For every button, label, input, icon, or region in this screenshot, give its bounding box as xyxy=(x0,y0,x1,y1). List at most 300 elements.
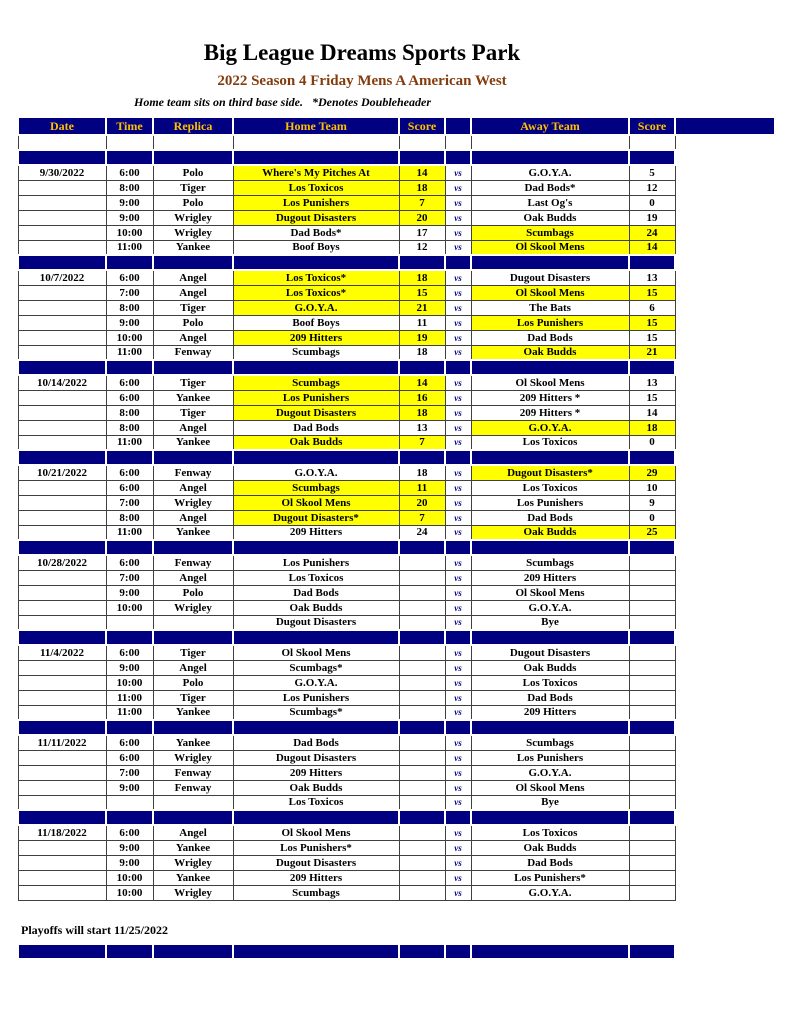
home-score-cell: 13 xyxy=(399,420,445,435)
date-cell xyxy=(18,840,106,855)
home-team-cell: G.O.Y.A. xyxy=(233,300,399,315)
home-team-cell: Dad Bods* xyxy=(233,225,399,240)
replica-cell: Angel xyxy=(153,660,233,675)
game-row xyxy=(18,225,775,240)
date-cell xyxy=(18,480,106,495)
vs-label: vs xyxy=(445,855,471,870)
home-score-cell: 11 xyxy=(399,315,445,330)
separator-cell xyxy=(106,255,153,270)
separator-cell xyxy=(18,720,106,735)
vs-label: vs xyxy=(445,510,471,525)
vs-label: vs xyxy=(445,300,471,315)
separator-cell xyxy=(399,540,445,555)
home-team-cell: Dad Bods xyxy=(233,585,399,600)
time-cell: 7:00 xyxy=(106,765,153,780)
date-cell xyxy=(18,495,106,510)
home-team-cell: 209 Hitters xyxy=(233,525,399,540)
home-score-cell: 14 xyxy=(399,375,445,390)
replica-cell: Fenway xyxy=(153,555,233,570)
time-cell: 9:00 xyxy=(106,195,153,210)
away-score-cell: 15 xyxy=(629,285,675,300)
replica-cell: Polo xyxy=(153,165,233,180)
away-score-cell: 24 xyxy=(629,225,675,240)
ghost-cell xyxy=(675,465,775,480)
separator-cell xyxy=(471,810,629,825)
vs-label: vs xyxy=(445,615,471,630)
date-cell xyxy=(18,750,106,765)
vs-label: vs xyxy=(445,435,471,450)
home-team-cell: Dugout Disasters xyxy=(233,855,399,870)
date-cell: 9/30/2022 xyxy=(18,165,106,180)
away-score-cell: 0 xyxy=(629,195,675,210)
time-cell: 9:00 xyxy=(106,210,153,225)
vs-label: vs xyxy=(445,735,471,750)
home-team-cell: Los Toxicos xyxy=(233,795,399,810)
home-score-cell: 24 xyxy=(399,525,445,540)
ghost-cell xyxy=(675,885,775,900)
time-cell: 6:00 xyxy=(106,750,153,765)
game-row xyxy=(18,480,775,495)
ghost-cell xyxy=(675,750,775,765)
col-header-home-team: Home Team xyxy=(233,117,399,135)
ghost-cell xyxy=(675,705,775,720)
date-separator-row xyxy=(18,540,775,555)
separator-cell xyxy=(18,450,106,465)
separator-cell xyxy=(399,630,445,645)
date-cell xyxy=(18,690,106,705)
separator-cell xyxy=(399,810,445,825)
date-cell xyxy=(18,705,106,720)
home-team-cell: Boof Boys xyxy=(233,240,399,255)
col-header-date: Date xyxy=(18,117,106,135)
page-heading xyxy=(12,40,712,110)
home-score-cell xyxy=(399,840,445,855)
time-cell: 6:00 xyxy=(106,165,153,180)
home-team-cell: Scumbags xyxy=(233,885,399,900)
separator-cell xyxy=(233,255,399,270)
spacer-row xyxy=(18,900,775,920)
home-score-cell xyxy=(399,795,445,810)
separator-cell xyxy=(153,540,233,555)
blank-cell xyxy=(629,135,675,150)
playoffs-note: Playoffs will start 11/25/2022 xyxy=(21,923,168,937)
home-team-cell: Dugout Disasters xyxy=(233,210,399,225)
home-score-cell: 18 xyxy=(399,405,445,420)
away-score-cell: 0 xyxy=(629,435,675,450)
vs-label: vs xyxy=(445,285,471,300)
replica-cell: Fenway xyxy=(153,765,233,780)
away-team-cell: Los Toxicos xyxy=(471,480,629,495)
away-score-cell: 21 xyxy=(629,345,675,360)
away-score-cell: 15 xyxy=(629,390,675,405)
game-row xyxy=(18,420,775,435)
time-cell: 11:00 xyxy=(106,240,153,255)
home-team-cell: Ol Skool Mens xyxy=(233,495,399,510)
date-cell xyxy=(18,855,106,870)
time-cell xyxy=(106,795,153,810)
page-title: Big League Dreams Sports Park xyxy=(203,40,521,65)
ghost-cell xyxy=(675,765,775,780)
away-score-cell xyxy=(629,825,675,840)
home-score-cell: 21 xyxy=(399,300,445,315)
separator-cell xyxy=(18,630,106,645)
away-team-cell: Ol Skool Mens xyxy=(471,585,629,600)
time-cell: 10:00 xyxy=(106,885,153,900)
date-cell xyxy=(18,405,106,420)
ghost-cell xyxy=(675,360,775,375)
time-cell: 6:00 xyxy=(106,645,153,660)
away-team-cell: 209 Hitters xyxy=(471,705,629,720)
blank-cell xyxy=(153,135,233,150)
separator-cell xyxy=(471,720,629,735)
home-score-cell: 20 xyxy=(399,495,445,510)
time-cell: 11:00 xyxy=(106,435,153,450)
game-row xyxy=(18,840,775,855)
home-score-cell: 18 xyxy=(399,180,445,195)
time-cell: 6:00 xyxy=(106,825,153,840)
ghost-cell xyxy=(675,870,775,885)
ghost-cell xyxy=(675,855,775,870)
away-score-cell: 29 xyxy=(629,465,675,480)
away-team-cell: G.O.Y.A. xyxy=(471,765,629,780)
replica-cell: Yankee xyxy=(153,525,233,540)
away-team-cell: G.O.Y.A. xyxy=(471,885,629,900)
home-score-cell xyxy=(399,660,445,675)
replica-cell: Yankee xyxy=(153,870,233,885)
home-score-cell xyxy=(399,750,445,765)
home-team-cell: Oak Budds xyxy=(233,435,399,450)
time-cell: 9:00 xyxy=(106,780,153,795)
home-team-cell: Scumbags* xyxy=(233,660,399,675)
separator-cell xyxy=(233,150,399,165)
home-score-cell xyxy=(399,600,445,615)
away-team-cell: Bye xyxy=(471,615,629,630)
ghost-cell xyxy=(675,225,775,240)
home-score-cell: 18 xyxy=(399,270,445,285)
away-team-cell: Scumbags xyxy=(471,735,629,750)
away-score-cell xyxy=(629,735,675,750)
vs-label: vs xyxy=(445,165,471,180)
ghost-cell xyxy=(675,540,775,555)
away-team-cell: Los Toxicos xyxy=(471,825,629,840)
ghost-cell xyxy=(675,825,775,840)
vs-label: vs xyxy=(445,660,471,675)
replica-cell: Yankee xyxy=(153,240,233,255)
away-team-cell: Dad Bods* xyxy=(471,180,629,195)
home-score-cell: 20 xyxy=(399,210,445,225)
away-team-cell: 209 Hitters xyxy=(471,570,629,585)
blank-cell xyxy=(106,135,153,150)
home-team-cell: Oak Budds xyxy=(233,780,399,795)
ghost-cell xyxy=(675,195,775,210)
blank-cell xyxy=(399,135,445,150)
replica-cell: Tiger xyxy=(153,375,233,390)
away-score-cell: 25 xyxy=(629,525,675,540)
away-team-cell: Last Og's xyxy=(471,195,629,210)
separator-cell xyxy=(106,720,153,735)
vs-label: vs xyxy=(445,780,471,795)
replica-cell: Yankee xyxy=(153,435,233,450)
home-score-cell xyxy=(399,570,445,585)
separator-cell xyxy=(233,944,399,959)
vs-label: vs xyxy=(445,495,471,510)
vs-label: vs xyxy=(445,270,471,285)
date-separator-row xyxy=(18,630,775,645)
separator-cell xyxy=(445,450,471,465)
away-team-cell: Los Punishers xyxy=(471,750,629,765)
home-team-cell: Dugout Disasters xyxy=(233,405,399,420)
separator-cell xyxy=(629,720,675,735)
date-cell xyxy=(18,600,106,615)
ghost-cell xyxy=(675,570,775,585)
ghost-cell xyxy=(675,480,775,495)
away-team-cell: The Bats xyxy=(471,300,629,315)
away-team-cell: Los Punishers xyxy=(471,495,629,510)
replica-cell: Angel xyxy=(153,825,233,840)
away-score-cell: 14 xyxy=(629,240,675,255)
away-team-cell: Dad Bods xyxy=(471,510,629,525)
game-row xyxy=(18,285,775,300)
home-score-cell: 16 xyxy=(399,390,445,405)
time-cell: 8:00 xyxy=(106,180,153,195)
game-row xyxy=(18,390,775,405)
home-team-cell: Scumbags* xyxy=(233,705,399,720)
home-team-cell: Los Punishers xyxy=(233,195,399,210)
date-cell xyxy=(18,195,106,210)
date-cell xyxy=(18,795,106,810)
ghost-cell xyxy=(675,810,775,825)
ghost-cell xyxy=(675,450,775,465)
time-cell: 6:00 xyxy=(106,480,153,495)
separator-cell xyxy=(106,360,153,375)
blank-cell xyxy=(471,135,629,150)
separator-cell xyxy=(18,540,106,555)
home-team-cell: Los Toxicos* xyxy=(233,285,399,300)
vs-label: vs xyxy=(445,795,471,810)
time-cell: 6:00 xyxy=(106,735,153,750)
separator-cell xyxy=(399,720,445,735)
replica-cell: Fenway xyxy=(153,465,233,480)
date-cell xyxy=(18,225,106,240)
date-separator-row xyxy=(18,360,775,375)
away-team-cell: Oak Budds xyxy=(471,210,629,225)
home-team-cell: Dugout Disasters* xyxy=(233,510,399,525)
ghost-cell xyxy=(675,390,775,405)
home-score-cell: 18 xyxy=(399,465,445,480)
time-cell: 9:00 xyxy=(106,585,153,600)
home-team-cell: Scumbags xyxy=(233,480,399,495)
away-score-cell: 12 xyxy=(629,180,675,195)
game-row xyxy=(18,780,775,795)
away-team-cell: Scumbags xyxy=(471,555,629,570)
ghost-cell xyxy=(675,180,775,195)
vs-label: vs xyxy=(445,405,471,420)
time-cell: 9:00 xyxy=(106,840,153,855)
game-row xyxy=(18,510,775,525)
separator-cell xyxy=(445,720,471,735)
home-score-cell xyxy=(399,615,445,630)
home-team-cell: Dugout Disasters xyxy=(233,750,399,765)
separator-cell xyxy=(471,255,629,270)
ghost-cell xyxy=(675,600,775,615)
date-cell: 11/18/2022 xyxy=(18,825,106,840)
home-score-cell xyxy=(399,765,445,780)
home-score-cell xyxy=(399,645,445,660)
separator-cell xyxy=(629,810,675,825)
time-cell: 8:00 xyxy=(106,420,153,435)
game-row xyxy=(18,660,775,675)
away-score-cell xyxy=(629,555,675,570)
replica-cell: Yankee xyxy=(153,735,233,750)
date-cell xyxy=(18,210,106,225)
replica-cell: Wrigley xyxy=(153,210,233,225)
vs-label: vs xyxy=(445,345,471,360)
ghost-cell xyxy=(675,840,775,855)
away-score-cell: 5 xyxy=(629,165,675,180)
replica-cell: Tiger xyxy=(153,645,233,660)
away-score-cell xyxy=(629,600,675,615)
vs-label: vs xyxy=(445,390,471,405)
home-score-cell: 14 xyxy=(399,165,445,180)
date-cell xyxy=(18,420,106,435)
game-row xyxy=(18,270,775,285)
away-score-cell xyxy=(629,705,675,720)
home-team-cell: Where's My Pitches At xyxy=(233,165,399,180)
vs-label: vs xyxy=(445,375,471,390)
replica-cell: Fenway xyxy=(153,780,233,795)
separator-cell xyxy=(399,150,445,165)
time-cell: 11:00 xyxy=(106,705,153,720)
ghost-cell xyxy=(675,780,775,795)
time-cell: 10:00 xyxy=(106,675,153,690)
header-extra-cell xyxy=(675,117,775,135)
vs-label: vs xyxy=(445,645,471,660)
ghost-cell xyxy=(675,375,775,390)
away-team-cell: Los Punishers* xyxy=(471,870,629,885)
away-score-cell xyxy=(629,855,675,870)
game-row xyxy=(18,690,775,705)
separator-cell xyxy=(629,540,675,555)
schedule-table xyxy=(17,116,776,960)
separator-cell xyxy=(629,944,675,959)
away-team-cell: Bye xyxy=(471,795,629,810)
ghost-cell xyxy=(675,255,775,270)
game-row xyxy=(18,330,775,345)
date-cell: 10/14/2022 xyxy=(18,375,106,390)
game-row xyxy=(18,885,775,900)
home-score-cell: 7 xyxy=(399,195,445,210)
ghost-cell xyxy=(675,795,775,810)
col-header-away-score: Score xyxy=(629,117,675,135)
blank-cell xyxy=(233,135,399,150)
blank-cell xyxy=(445,135,471,150)
vs-label: vs xyxy=(445,465,471,480)
separator-cell xyxy=(445,360,471,375)
replica-cell: Angel xyxy=(153,330,233,345)
game-row xyxy=(18,300,775,315)
vs-label: vs xyxy=(445,225,471,240)
game-row xyxy=(18,615,775,630)
date-separator-row xyxy=(18,450,775,465)
time-cell: 9:00 xyxy=(106,855,153,870)
home-team-cell: Dugout Disasters xyxy=(233,615,399,630)
home-team-cell: Los Punishers xyxy=(233,555,399,570)
date-cell xyxy=(18,660,106,675)
separator-cell xyxy=(18,255,106,270)
separator-cell xyxy=(445,540,471,555)
vs-label: vs xyxy=(445,420,471,435)
home-score-cell: 7 xyxy=(399,435,445,450)
away-team-cell: Dugout Disasters* xyxy=(471,465,629,480)
game-row xyxy=(18,165,775,180)
separator-cell xyxy=(445,255,471,270)
col-header-vs xyxy=(445,117,471,135)
separator-cell xyxy=(445,810,471,825)
separator-cell xyxy=(106,150,153,165)
away-team-cell: Oak Budds xyxy=(471,840,629,855)
time-cell: 9:00 xyxy=(106,660,153,675)
time-cell: 7:00 xyxy=(106,495,153,510)
date-cell xyxy=(18,345,106,360)
home-score-cell xyxy=(399,825,445,840)
time-cell: 10:00 xyxy=(106,870,153,885)
separator-cell xyxy=(471,630,629,645)
vs-label: vs xyxy=(445,825,471,840)
date-cell: 10/7/2022 xyxy=(18,270,106,285)
home-score-cell: 7 xyxy=(399,510,445,525)
away-score-cell xyxy=(629,840,675,855)
away-score-cell: 6 xyxy=(629,300,675,315)
vs-label: vs xyxy=(445,570,471,585)
home-score-cell xyxy=(399,555,445,570)
home-score-cell xyxy=(399,780,445,795)
replica-cell: Wrigley xyxy=(153,855,233,870)
date-cell xyxy=(18,180,106,195)
ghost-cell xyxy=(675,495,775,510)
separator-cell xyxy=(153,720,233,735)
date-cell xyxy=(18,285,106,300)
home-team-cell: Los Toxicos* xyxy=(233,270,399,285)
ghost-cell xyxy=(675,435,775,450)
time-cell: 8:00 xyxy=(106,510,153,525)
away-team-cell: G.O.Y.A. xyxy=(471,165,629,180)
separator-cell xyxy=(233,450,399,465)
away-team-cell: G.O.Y.A. xyxy=(471,600,629,615)
away-score-cell xyxy=(629,765,675,780)
spacer-cell xyxy=(18,900,775,920)
date-cell xyxy=(18,675,106,690)
separator-cell xyxy=(18,944,106,959)
vs-label: vs xyxy=(445,555,471,570)
away-score-cell: 15 xyxy=(629,330,675,345)
home-score-cell: 19 xyxy=(399,330,445,345)
separator-cell xyxy=(399,360,445,375)
home-team-cell: Los Punishers* xyxy=(233,840,399,855)
date-cell: 11/4/2022 xyxy=(18,645,106,660)
date-cell xyxy=(18,435,106,450)
vs-label: vs xyxy=(445,585,471,600)
away-score-cell: 18 xyxy=(629,420,675,435)
home-team-cell: Scumbags xyxy=(233,345,399,360)
game-row xyxy=(18,525,775,540)
home-team-cell: Ol Skool Mens xyxy=(233,825,399,840)
away-score-cell xyxy=(629,615,675,630)
game-row xyxy=(18,555,775,570)
game-row xyxy=(18,495,775,510)
game-row xyxy=(18,195,775,210)
replica-cell: Angel xyxy=(153,480,233,495)
time-cell: 7:00 xyxy=(106,285,153,300)
